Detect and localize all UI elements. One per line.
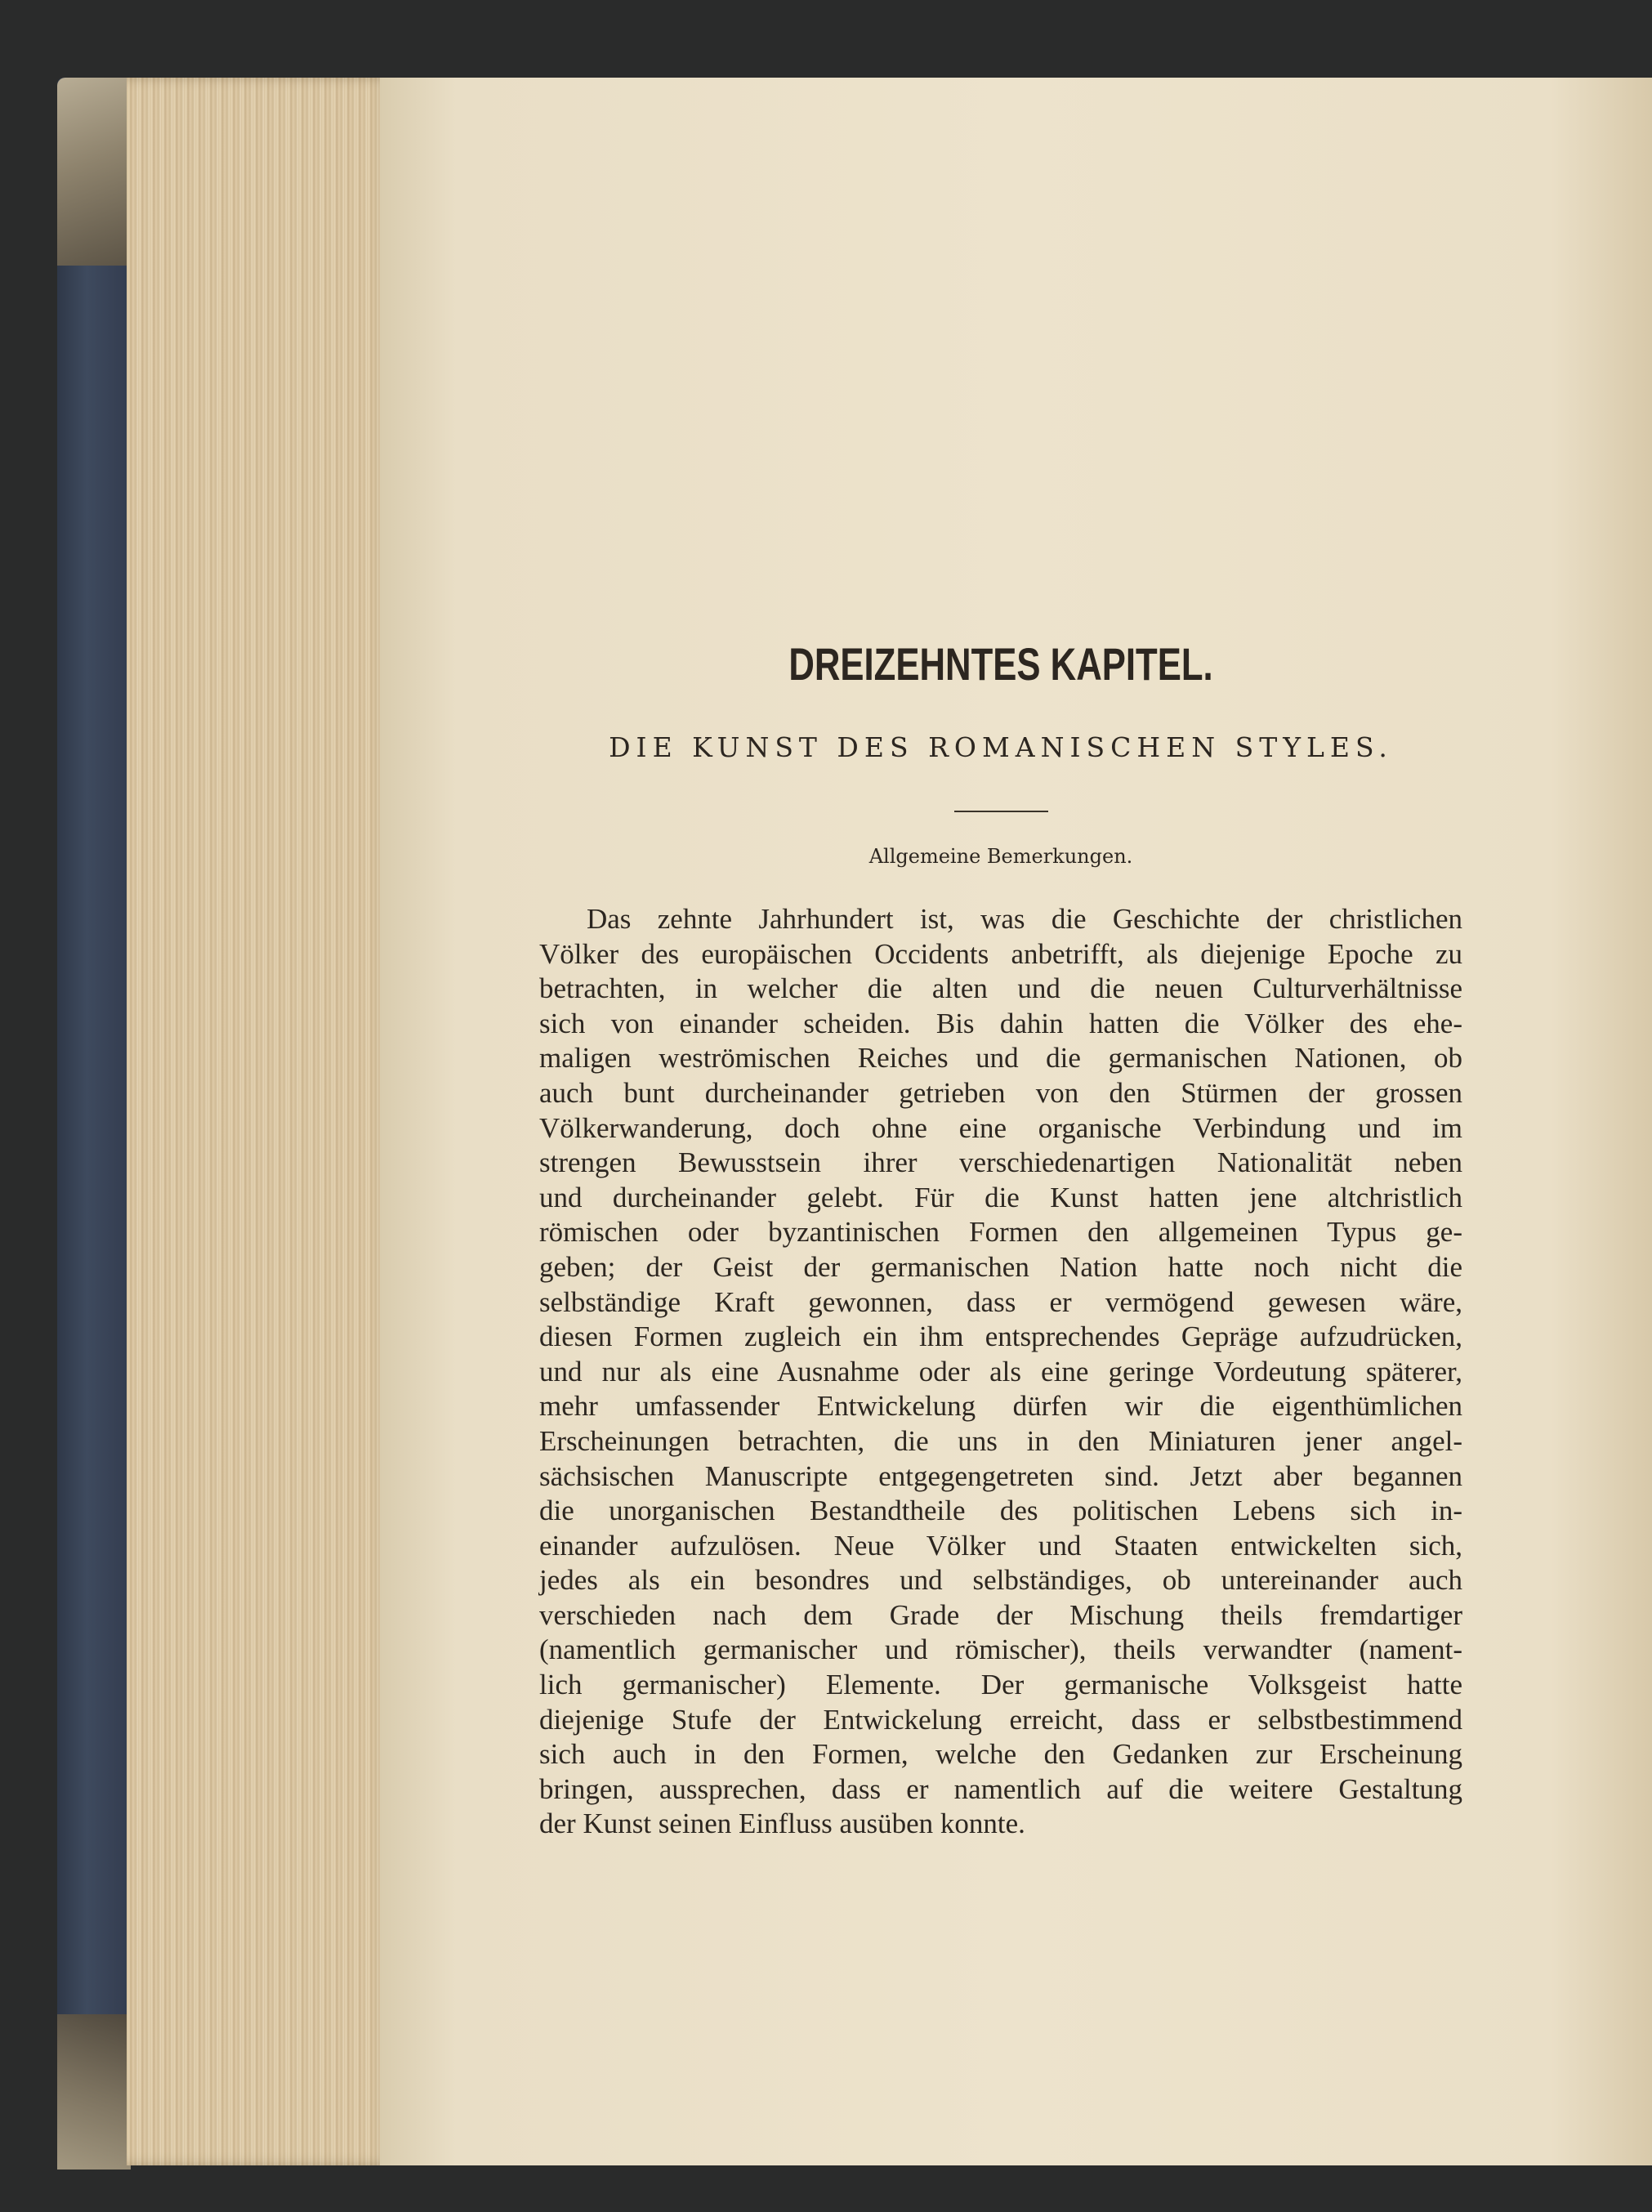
body-line: die unorganischen Bestandtheile des politischen Lebens sich in- <box>539 1495 1462 1527</box>
section-heading: Allgemeine Bemerkungen. <box>868 845 1133 868</box>
body-line: betrachten, in welcher die alten und die neuen Culturverhältnisse <box>539 972 1462 1005</box>
body-line: diesen Formen zugleich ein ihm entsprechendes Gepräge aufzudrücken, <box>539 1320 1462 1353</box>
body-line: sich auch in den Formen, welche den Gedanken zur Erscheinung <box>539 1738 1462 1771</box>
book-cover-corner-top <box>57 78 131 266</box>
body-line: mehr umfassender Entwickelung dürfen wir die eigenthümlichen <box>539 1390 1462 1423</box>
page-content <box>539 637 1462 1842</box>
body-line: diejenige Stufe der Entwickelung erreicht, dass er selbstbestimmend <box>539 1703 1462 1736</box>
body-line: sich von einander scheiden. Bis dahin hatten die Völker des ehe- <box>539 1007 1462 1039</box>
body-line: Völker des europäischen Occidents anbetrifft, als diejenige Epoche zu <box>539 937 1462 970</box>
body-line: der Kunst seinen Einfluss ausüben konnte. <box>539 1808 1025 1840</box>
body-line: römischen oder byzantinischen Formen den allgemeinen Typus ge- <box>539 1216 1462 1249</box>
body-paragraph <box>539 902 1462 1842</box>
body-line: strengen Bewusstsein ihrer verschiedenartigen Nationalität neben <box>539 1146 1462 1179</box>
book-cover-corner-bottom <box>57 2014 131 2170</box>
divider-rule <box>954 811 1048 812</box>
book-cover-board <box>57 78 131 2170</box>
body-line: und nur als eine Ausnahme oder als eine geringe Vordeutung späterer, <box>539 1355 1462 1388</box>
page-edges <box>127 78 392 2165</box>
body-line: verschieden nach dem Grade der Mischung theils fremdartiger <box>539 1598 1462 1631</box>
body-line: lich germanischer) Elemente. Der germanische Volksgeist hatte <box>539 1669 1462 1701</box>
body-line: selbständige Kraft gewonnen, dass er vermögend gewesen wäre, <box>539 1285 1462 1318</box>
body-line: jedes als ein besondres und selbständiges, ob untereinander auch <box>539 1564 1462 1597</box>
body-line: geben; der Geist der germanischen Nation hatte noch nicht die <box>539 1250 1462 1283</box>
body-line: maligen weströmischen Reiches und die germanischen Nationen, ob <box>539 1042 1462 1075</box>
chapter-subtitle: DIE KUNST DES ROMANISCHEN STYLES. <box>609 731 1393 763</box>
body-line: Erscheinungen betrachten, die uns in den Miniaturen jener angel- <box>539 1424 1462 1457</box>
chapter-title: DREIZEHNTES KAPITEL. <box>788 638 1213 690</box>
body-line: sächsischen Manuscripte entgegengetreten sind. Jetzt aber begannen <box>539 1459 1462 1492</box>
body-line: Das zehnte Jahrhundert ist, was die Geschichte der christlichen <box>587 903 1462 935</box>
body-line: (namentlich germanischer und römischer), theils verwandter (nament- <box>539 1633 1462 1666</box>
body-line: und durcheinander gelebt. Für die Kunst hatten jene altchristlich <box>539 1181 1462 1213</box>
body-line: bringen, aussprechen, dass er namentlich auf die weitere Gestaltung <box>539 1772 1462 1805</box>
body-line: Völkerwanderung, doch ohne eine organische Verbindung und im <box>539 1111 1462 1144</box>
body-line: einander aufzulösen. Neue Völker und Staaten entwickelten sich, <box>539 1529 1462 1562</box>
body-line: auch bunt durcheinander getrieben von den Stürmen der grossen <box>539 1076 1462 1109</box>
